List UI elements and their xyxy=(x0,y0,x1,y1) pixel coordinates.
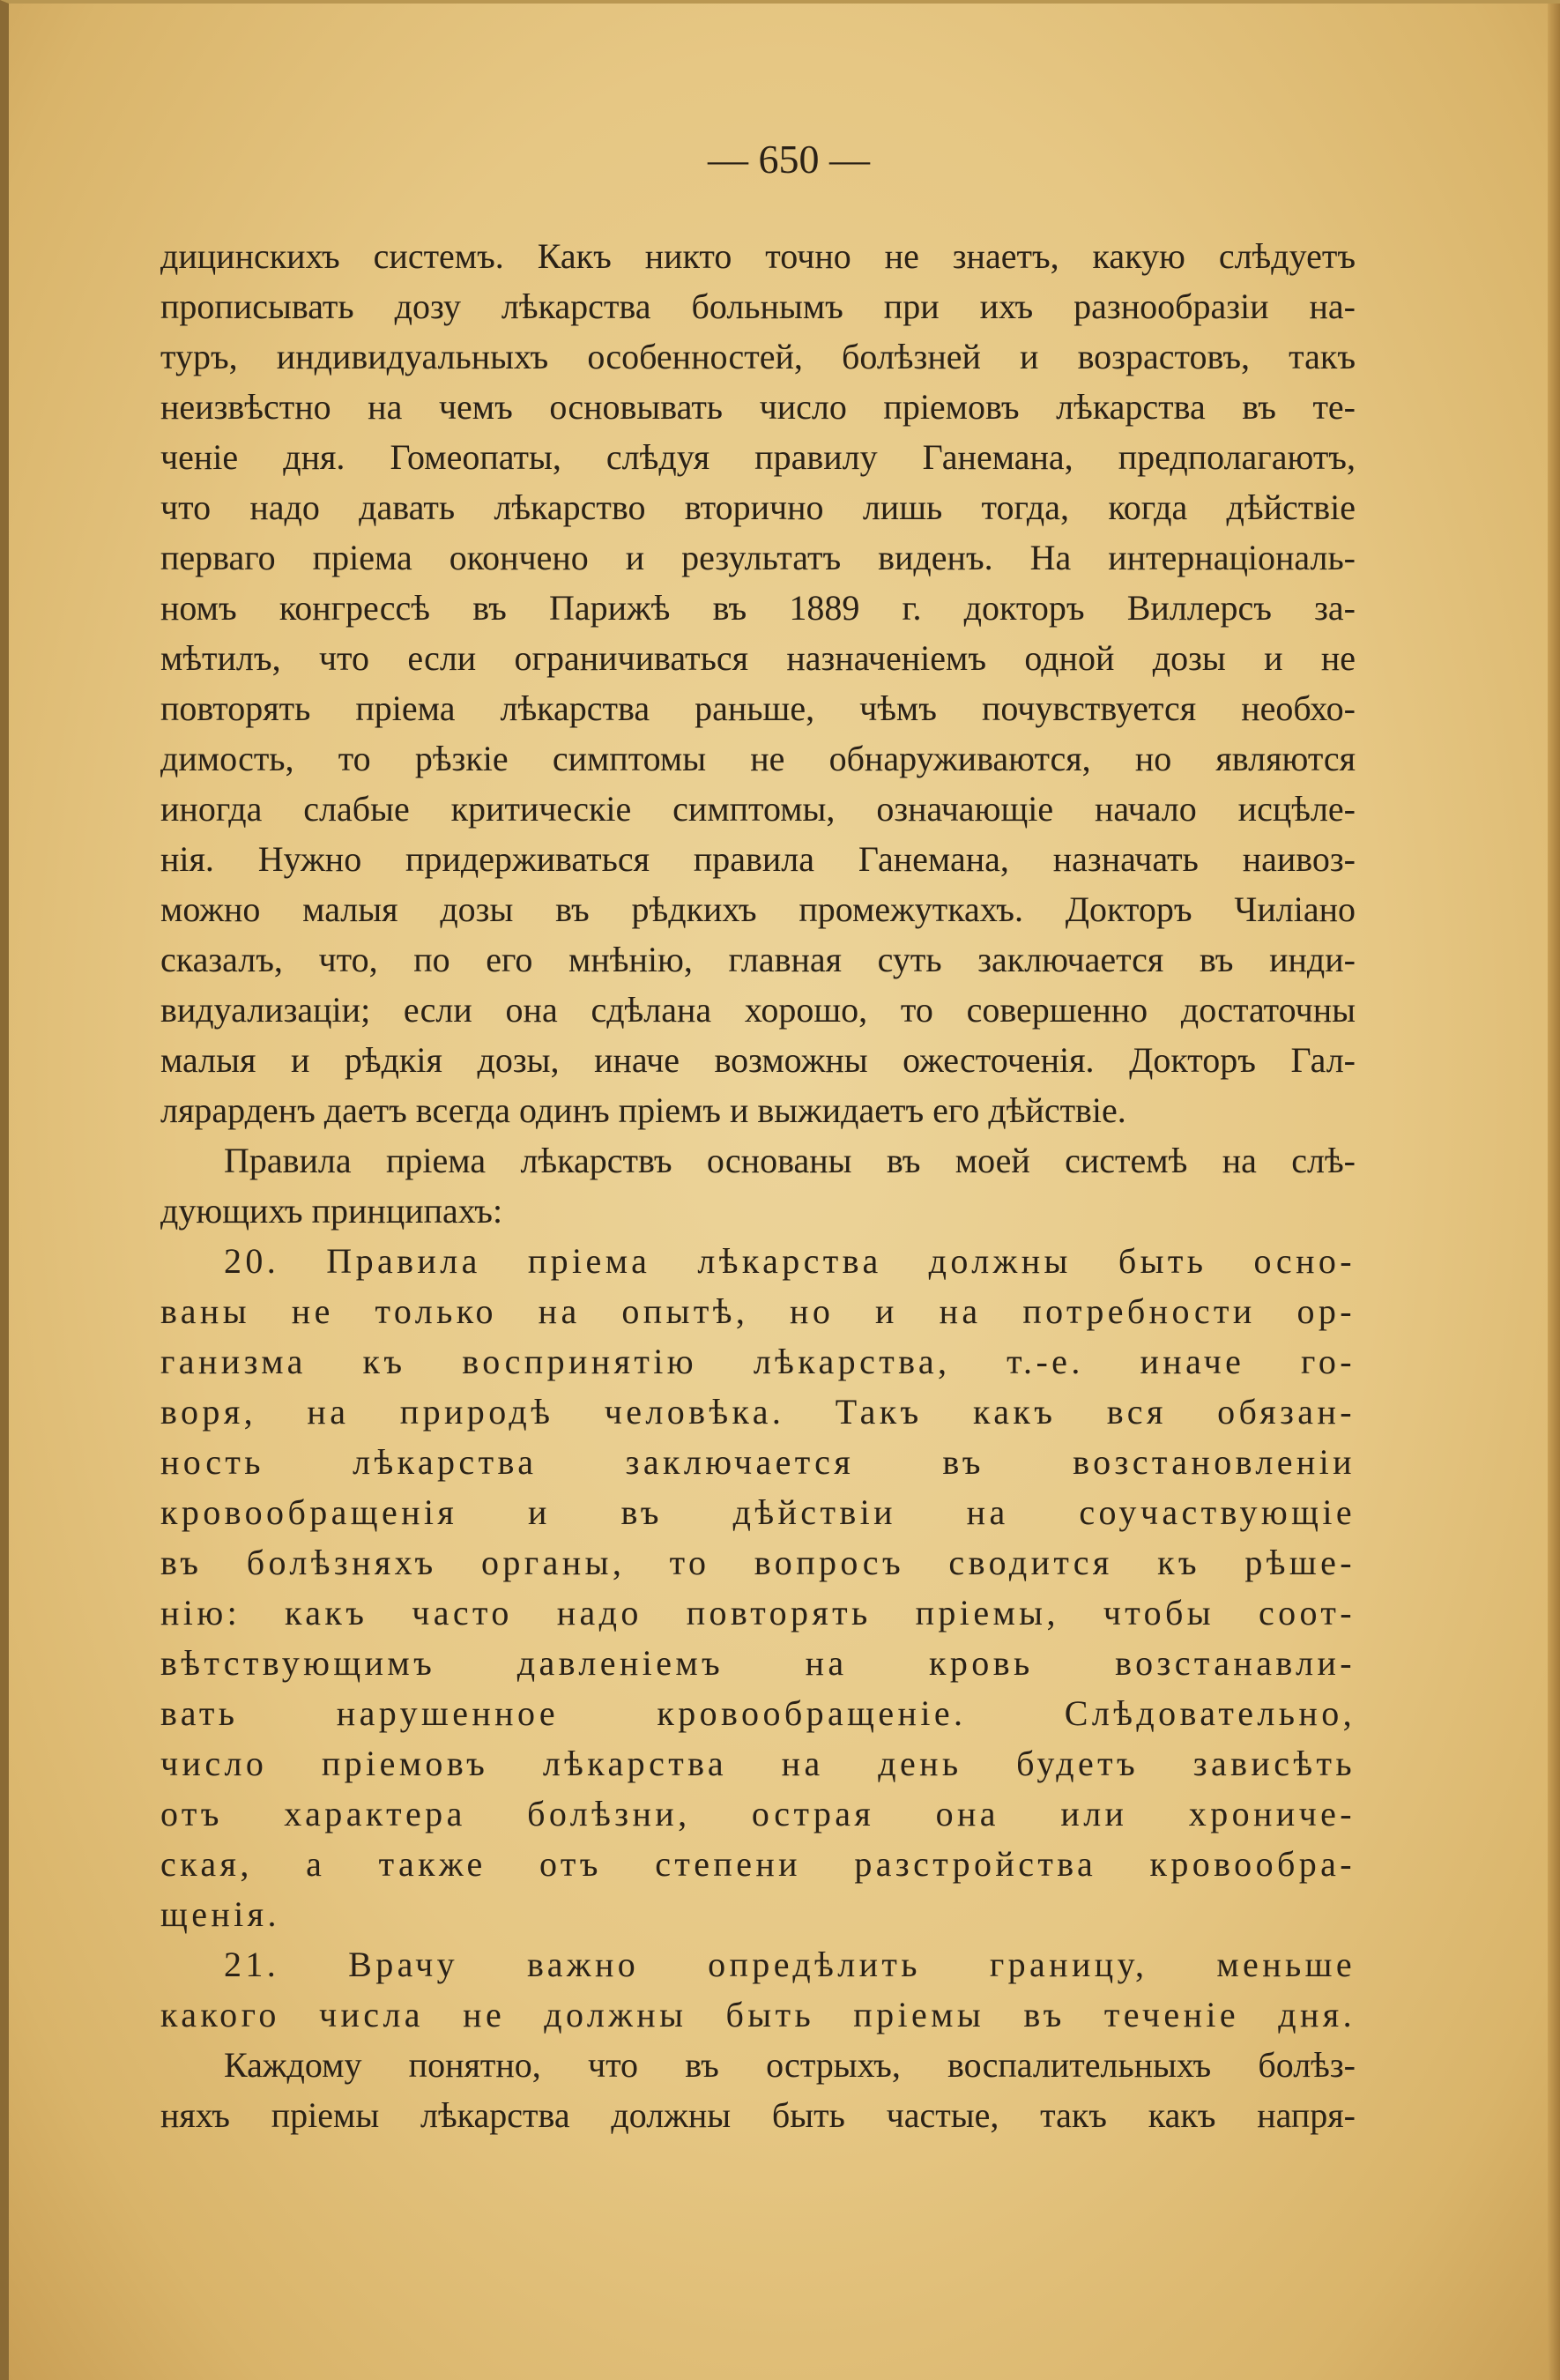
text-line: димость, то рѣзкіе симптомы не обнаруживаются, но являются xyxy=(160,739,1356,778)
rule-21-line: 21. Врачу важно опредѣлить границу, меньше xyxy=(224,1945,1356,1984)
text-line: няхъ пріемы лѣкарства должны быть частые, такъ какъ напря- xyxy=(160,2095,1356,2135)
rule-20-line: отъ характера болѣзни, острая она или хрониче- xyxy=(160,1794,1356,1833)
text-line: дующихъ принципахъ: xyxy=(160,1191,503,1231)
text-line: что надо давать лѣкарство вторично лишь тогда, когда дѣйствіе xyxy=(160,487,1356,527)
page-number: — 650 — xyxy=(708,137,870,182)
text-line: иногда слабые критическіе симптомы, означающіе начало исцѣле- xyxy=(160,789,1356,829)
text-line: неизвѣстно на чемъ основывать число пріемовъ лѣкарства въ те- xyxy=(160,387,1356,427)
body-text xyxy=(160,231,1356,2140)
text-line: можно малыя дозы въ рѣдкихъ промежуткахъ. Докторъ Чиліано xyxy=(160,889,1356,929)
text-line: Каждому понятно, что въ острыхъ, воспалительныхъ болѣз- xyxy=(224,2045,1356,2085)
rule-20-line: кровообращенія и въ дѣйствіи на соучаствующіе xyxy=(160,1492,1356,1532)
text-line: мѣтилъ, что если ограничиваться назначеніемъ одной дозы и не xyxy=(160,638,1356,678)
text-line: лярарденъ даетъ всегда одинъ пріемъ и выжидаетъ его дѣйствіе. xyxy=(160,1090,1126,1130)
rule-20-line: число пріемовъ лѣкарства на день будетъ зависѣть xyxy=(160,1744,1356,1783)
rule-20-line: ганизма къ воспринятію лѣкарства, т.-е. иначе го- xyxy=(160,1342,1356,1381)
text-line: номъ конгрессѣ въ Парижѣ въ 1889 г. докторъ Виллерсъ за- xyxy=(160,588,1356,628)
rule-21-line: какого числа не должны быть пріемы въ теченіе дня. xyxy=(160,1995,1356,2034)
rule-20-line: нію: какъ часто надо повторять пріемы, чтобы соот- xyxy=(160,1593,1356,1633)
rule-20-line: ваны не только на опытѣ, но и на потребности ор- xyxy=(160,1291,1356,1331)
text-line: Правила пріема лѣкарствъ основаны въ моей системѣ на слѣ- xyxy=(224,1141,1356,1180)
rule-20-line: воря, на природѣ человѣка. Такъ какъ вся обязан- xyxy=(160,1392,1356,1432)
text-line: сказалъ, что, по его мнѣнію, главная суть заключается въ инди- xyxy=(160,940,1356,979)
rule-20-line: щенія. xyxy=(160,1894,280,1934)
rule-20-line: вать нарушенное кровообращеніе. Слѣдовательно, xyxy=(160,1693,1356,1733)
text-line: туръ, индивидуальныхъ особенностей, болѣзней и возрастовъ, такъ xyxy=(160,337,1356,376)
rule-20-line: вѣтствующимъ давленіемъ на кровь возстанавли- xyxy=(160,1643,1356,1683)
rule-20-line: въ болѣзняхъ органы, то вопросъ сводится къ рѣше- xyxy=(160,1543,1356,1582)
text-line: повторять пріема лѣкарства раньше, чѣмъ почувствуется необхо- xyxy=(160,688,1356,728)
rule-20-line: ность лѣкарства заключается въ возстановленіи xyxy=(160,1442,1356,1482)
rule-20-line: ская, а также отъ степени разстройства кровообра- xyxy=(160,1844,1356,1884)
rule-20-line: 20. Правила пріема лѣкарства должны быть осно- xyxy=(224,1241,1356,1281)
text-line: перваго пріема окончено и результатъ виденъ. На интернаціональ- xyxy=(160,538,1356,577)
text-line: ченіе дня. Гомеопаты, слѣдуя правилу Ганемана, предполагаютъ, xyxy=(160,437,1356,477)
text-line: видуализаціи; если она сдѣлана хорошо, то совершенно достаточны xyxy=(160,990,1356,1030)
text-line: дицинскихъ системъ. Какъ никто точно не знаетъ, какую слѣдуетъ xyxy=(160,236,1356,276)
text-line: малыя и рѣдкія дозы, иначе возможны ожесточенія. Докторъ Гал- xyxy=(160,1040,1356,1080)
text-line: нія. Нужно придерживаться правила Ганемана, назначать наивоз- xyxy=(160,839,1356,879)
text-line: прописывать дозу лѣкарства больнымъ при ихъ разнообразіи на- xyxy=(160,286,1356,326)
